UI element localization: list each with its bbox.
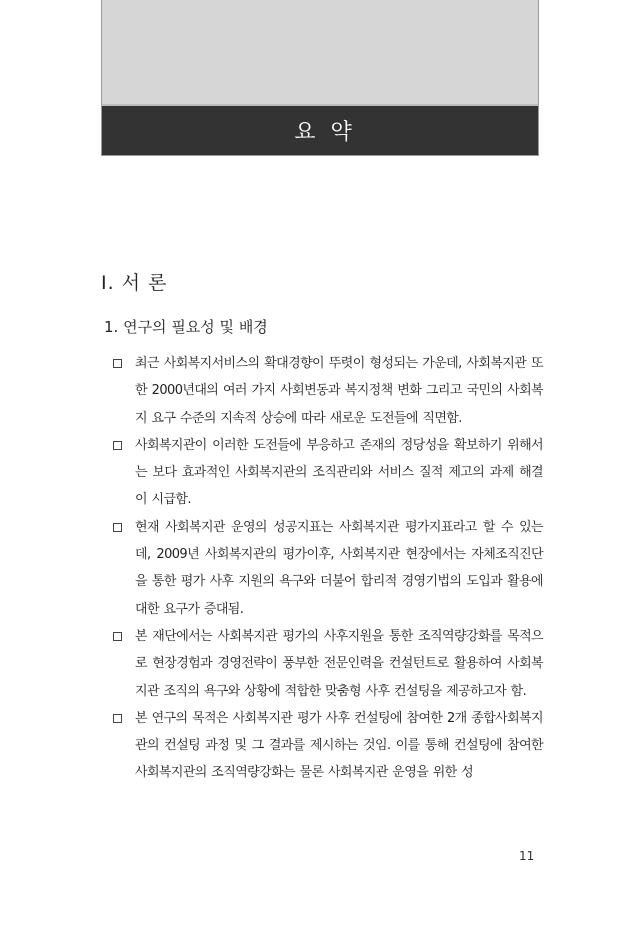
chapter-title: Ⅰ. 서 론 — [101, 272, 168, 294]
header-grey-panel — [102, 0, 538, 104]
header-title-bar — [102, 104, 538, 155]
bullet-text: 현재 사회복지관 운영의 성공지표는 사회복지관 평가지표라고 할 수 있는데, 2009년 사회복지관의 평가이후, 사회복지관 현장에서는 자체조직진단을 통한 평가 사후 지원의 욕구와 더불어 합리적 경영기법의 도입과 활용에 대한 요구가 증대됨. — [135, 519, 543, 617]
summary-header-box — [101, 0, 539, 156]
bullet-text: 최근 사회복지서비스의 확대경향이 뚜렷이 형성되는 가운데, 사회복지관 또한 2000년대의 여러 가지 사회변동과 복지정책 변화 그리고 국민의 사회복지 요구 수준의 지속적 상승에 따라 새로운 도전들에 직면함. — [135, 356, 543, 426]
square-bullet-icon — [113, 441, 122, 450]
bullet-text: 본 연구의 목적은 사회복지관 평가 사후 컨설팅에 참여한 2개 종합사회복지관의 컨설팅 과정 및 그 결과를 제시하는 것임. 이를 통해 컨설팅에 참여한 사회복지관의 조직역량강화는 물론 사회복지관 운영을 위한 성 — [135, 710, 543, 781]
bullet-item — [113, 350, 543, 432]
square-bullet-icon — [113, 632, 122, 641]
bullet-text: 본 재단에서는 사회복지관 평가의 사후지원을 통한 조직역량강화를 목적으로 현장경험과 경영전략이 풍부한 전문인력을 컨설턴트로 활용하여 사회복지관 조직의 욕구와 상황에 적합한 맞춤형 사후 컨설팅을 제공하고자 함. — [135, 628, 543, 699]
bullet-item — [113, 705, 543, 787]
bullet-item — [113, 432, 543, 514]
square-bullet-icon — [113, 359, 122, 368]
header-title: 요 약 — [294, 120, 356, 145]
bullet-text: 사회복지관이 이러한 도전들에 부응하고 존재의 정당성을 확보하기 위해서는 보다 효과적인 사회복지관의 조직관리와 서비스 질적 제고의 과제 해결이 시급함. — [135, 437, 543, 508]
section-title: 1. 연구의 필요성 및 배경 — [104, 318, 268, 336]
bullet-list — [113, 350, 543, 787]
bullet-item — [113, 514, 543, 623]
bullet-item — [113, 623, 543, 705]
page-number: 11 — [519, 849, 535, 863]
square-bullet-icon — [113, 714, 122, 723]
square-bullet-icon — [113, 523, 122, 532]
